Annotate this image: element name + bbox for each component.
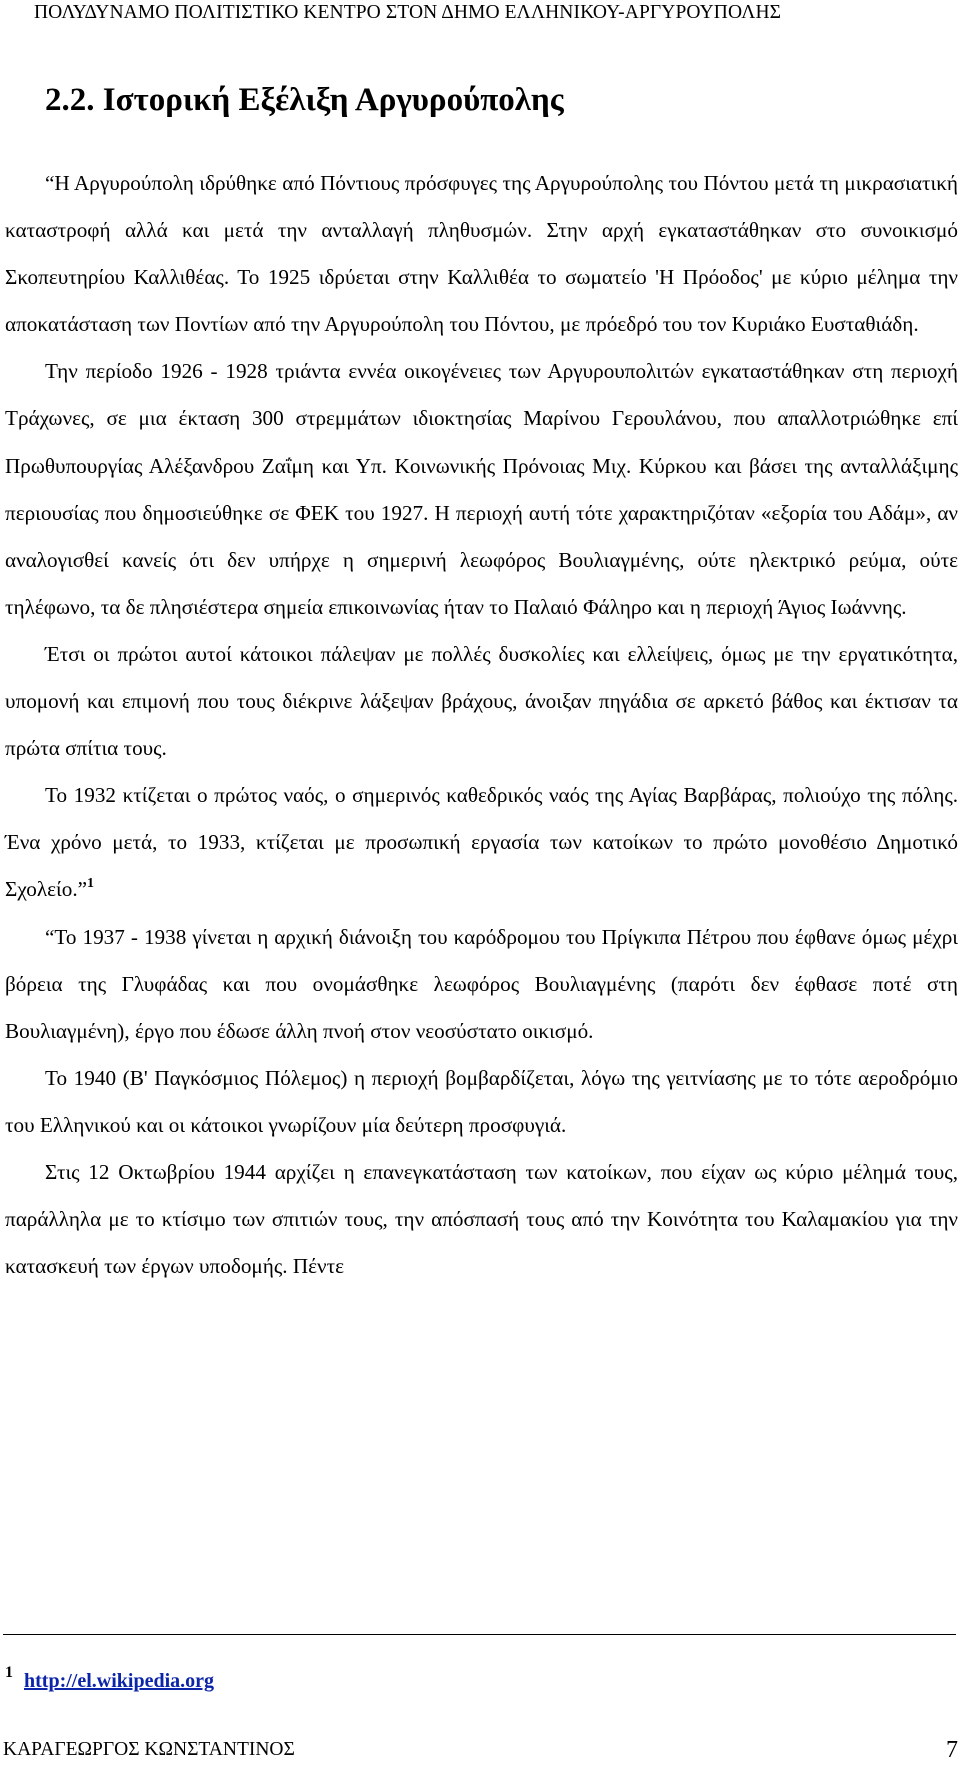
paragraph-5 (5, 914, 958, 1055)
paragraph-2 (5, 348, 958, 631)
paragraph-6 (5, 1055, 958, 1149)
paragraph-3 (5, 631, 958, 772)
paragraph-text: Στις 12 Οκτωβρίου 1944 αρχίζει η επανεγκατάσταση των κατοίκων, που είχαν ως κύριο μέλημά τους, παράλληλα με το κτίσιμο των σπιτιών τους, την απόσπασή τους από την Κοινότητα του Καλαμακίου για την κατασκευή των έργων υποδομής. Πέντε (5, 1159, 958, 1279)
paragraph-1 (5, 160, 958, 348)
paragraph-4 (5, 772, 958, 913)
body-text (5, 160, 958, 1290)
running-header: ΠΟΛΥΔΥΝΑΜΟ ΠΟΛΙΤΙΣΤΙΚΟ ΚΕΝΤΡΟ ΣΤΟΝ ΔΗΜΟ ΕΛΛΗΝΙΚΟΥ-ΑΡΓΥΡΟΥΠΟΛΗΣ (34, 2, 782, 23)
footnote-number: 1 (5, 1664, 13, 1681)
paragraph-text: Το 1940 (Β' Παγκόσμιος Πόλεμος) η περιοχή βομβαρδίζεται, λόγω της γειτνίασης με το τότε αεροδρόμιο του Ελληνικού και οι κάτοικοι γνωρίζουν μία δεύτερη προσφυγιά. (5, 1065, 958, 1137)
page-number: 7 (946, 1737, 958, 1763)
paragraph-text: “Το 1937 - 1938 γίνεται η αρχική διάνοιξη του καρόδρομου του Πρίγκιπα Πέτρου που έφθανε όμως μέχρι βόρεια της Γλυφάδας και που ονομάσθηκε λεωφόρος Βουλιαγμένης (παρότι δεν έφθασε ποτέ στη Βουλιαγμένη), έργο που έδωσε άλλη πνοή στον νεοσύστατο οικισμό. (5, 924, 958, 1043)
paragraph-text: Την περίοδο 1926 - 1928 τριάντα εννέα οικογένειες των Αργυρουπολιτών εγκαταστάθηκαν στη περιοχή Τράχωνες, σε μια έκταση 300 στρεμμάτων ιδιοκτησίας Μαρίνου Γερουλάνου, που απαλλοτριώθηκε επί Πρωθυπουργίας Αλέξανδρου Ζαΐμη και Υπ. Κοινωνικής Πρόνοιας Μιχ. Κύρκου και βάσει της ανταλλάξιμης περιουσίας που δημοσιεύθηκε σε ΦΕΚ του 1927. Η περιοχή αυτή τότε χαρακτηριζόταν «εξορία του Αδάμ», αν αναλογισθεί κανείς ότι δεν υπήρχε η σημερινή λεωφόρος Βουλιαγμένης, ούτε ηλεκτρικό ρεύμα, ούτε τηλέφωνο, τα δε πλησιέστερα σημεία επικοινωνίας ήταν το Παλαιό Φάληρο και η περιοχή Άγιος Ιωάννης. (5, 359, 958, 619)
paragraph-7 (5, 1149, 958, 1290)
section-title: 2.2. Ιστορική Εξέλιξη Αργυρούπολης (45, 82, 564, 118)
footnote (5, 1664, 215, 1693)
footnote-separator (3, 1634, 956, 1635)
paragraph-text: Έτσι οι πρώτοι αυτοί κάτοικοι πάλεψαν με πολλές δυσκολίες και ελλείψεις, όμως με την εργατικότητα, υπομονή και επιμονή που τους διέκρινε λάξεψαν βράχους, άνοιξαν πηγάδια σε αρκετό βάθος και έκτισαν τα πρώτα σπίτια τους. (5, 641, 958, 761)
footnote-reference[interactable]: 1 (87, 876, 95, 892)
paragraph-text: “Η Αργυρούπολη ιδρύθηκε από Πόντιους πρόσφυγες της Αργυρούπολης του Πόντου μετά τη μικρασιατική καταστροφή αλλά και μετά την ανταλλαγή πληθυσμών. Στην αρχή εγκαταστάθηκαν στο συνοικισμό Σκοπευτηρίου Καλλιθέας. Το 1925 ιδρύεται στην Καλλιθέα το σωματείο 'Η Πρόοδος' με κύριο μέλημα την αποκατάσταση των Ποντίων από την Αργυρούπολη του Πόντου, με πρόεδρό του τον Κυριάκο Ευσταθιάδη. (5, 171, 958, 337)
footnote-link[interactable]: http://el.wikipedia.org (24, 1670, 215, 1692)
footer-author: ΚΑΡΑΓΕΩΡΓΟΣ ΚΩΝΣΤΑΝΤΙΝΟΣ (3, 1739, 295, 1760)
paragraph-text: Το 1932 κτίζεται ο πρώτος ναός, ο σημερινός καθεδρικός ναός της Αγίας Βαρβάρας, πολιούχο της πόλης. Ένα χρόνο μετά, το 1933, κτίζεται με προσωπική εργασία των κατοίκων το πρώτο μονοθέσιο Δημοτικό Σχολείο.” (5, 783, 958, 902)
